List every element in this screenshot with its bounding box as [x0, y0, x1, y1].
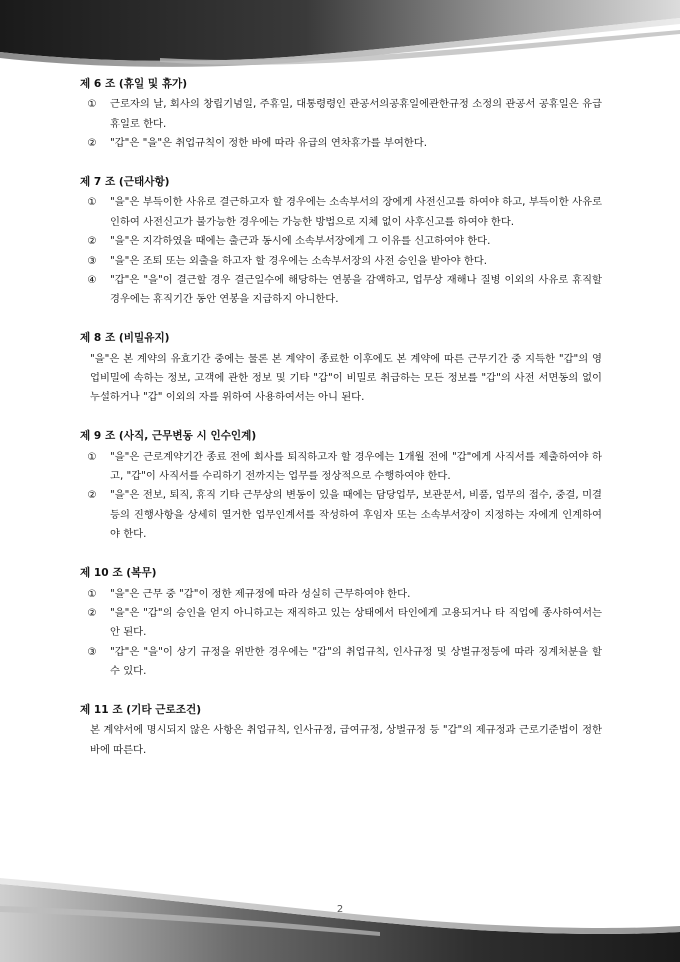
article-7: [80, 173, 602, 310]
item-number: ①: [87, 450, 97, 463]
item-number: ①: [87, 98, 97, 111]
item-number: ④: [87, 274, 97, 287]
item-text: "갑"은 "을"은 취업규칙이 정한 바에 따라 유급의 연차휴가를 부여한다.: [110, 137, 427, 150]
item-text: "을"은 지각하였을 때에는 출근과 동시에 소속부서장에게 그 이유를 신고하여야 한다.: [110, 235, 491, 248]
item-text: "을"은 근로계약기간 종료 전에 회사를 퇴직하고자 할 경우에는 1개월 전에 "갑"에게 사직서를 제출하여야 하고, "갑"이 사직서를 수리하기 전까지는 업무를 정상적으로 수행하여야 한다.: [110, 450, 602, 483]
article-11: [80, 701, 602, 760]
article-title: 제 6 조 (휴일 및 휴가): [80, 78, 188, 90]
item-text: "을"은 조퇴 또는 외출을 하고자 할 경우에는 소속부서장의 사전 승인을 받아야 한다.: [110, 254, 487, 267]
item-number: ①: [87, 196, 97, 209]
list-item: [80, 95, 602, 134]
list-item: [80, 604, 602, 643]
item-number: ②: [87, 137, 97, 150]
article-title: 제 11 조 (기타 근로조건): [80, 703, 202, 716]
list-item: [80, 448, 602, 487]
item-number: ③: [87, 254, 97, 267]
header-swoosh-decoration: [0, 0, 680, 80]
item-text: "을"은 부득이한 사유로 결근하고자 할 경우에는 소속부서의 장에게 사전신고를 하여야 하고, 부득이한 사유로 인하여 사전신고가 불가능한 경우에는 가능한 방법으로 지체 없이 사후신고를 하여야 한다.: [110, 196, 602, 228]
list-item: [80, 134, 602, 153]
list-item: [80, 271, 602, 310]
page-number: 2: [336, 904, 344, 915]
article-title: 제 7 조 (근태사항): [80, 176, 170, 189]
article-8: [80, 329, 602, 408]
footer-swoosh-decoration: [0, 876, 680, 962]
list-item: [80, 252, 602, 271]
item-number: ③: [87, 645, 97, 658]
item-number: ②: [87, 235, 97, 248]
item-text: "을"은 근무 중 "갑"이 정한 제규정에 따라 성실히 근무하여야 한다.: [110, 587, 411, 600]
article-paragraph: "을"은 본 계약의 유효기간 중에는 물론 본 계약이 종료한 이후에도 본 계약에 따른 근무기간 중 지득한 "갑"의 영업비밀에 속하는 정보, 고객에 관한 정보 및 기타 "갑"이 비밀로 취급하는 모든 정보를 "갑"의 사전 서면동의 없이 누설하거나 "갑" 이외의 자를 위하여 사용하여서는 아니 된다.: [90, 352, 602, 404]
item-text: "을"은 "갑"의 승인을 얻지 아니하고는 재직하고 있는 상태에서 타인에게 고용되거나 타 직업에 종사하여서는 안 된다.: [110, 606, 602, 639]
article-title: 제 10 조 (복무): [80, 567, 157, 580]
article-10: [80, 564, 602, 681]
article-title: 제 9 조 (사직, 근무변동 시 인수인계): [80, 430, 257, 443]
article-9: [80, 427, 602, 544]
item-text: "갑"은 "을"이 결근할 경우 결근일수에 해당하는 연봉을 감액하고, 업무상 재해나 질병 이외의 사유로 휴직할 경우에는 휴직기간 동안 연봉을 지급하지 아니한다.: [110, 274, 602, 306]
list-item: [80, 585, 602, 604]
item-number: ②: [87, 489, 97, 502]
article-paragraph: 본 계약서에 명시되지 않은 사항은 취업규칙, 인사규정, 급여규정, 상벌규정 등 "갑"의 제규정과 근로기준법이 정한 바에 따른다.: [90, 724, 602, 756]
item-number: ①: [87, 587, 97, 600]
article-6: [80, 75, 602, 154]
list-item: [80, 193, 602, 232]
article-title: 제 8 조 (비밀유지): [80, 332, 170, 345]
item-text: "을"은 전보, 퇴직, 휴직 기타 근무상의 변동이 있을 때에는 담당업무, 보관문서, 비품, 업무의 접수, 중결, 미결 등의 진행사항을 상세히 열거한 업무인계서를 작성하여 후임자 또는 소속부서장이 지정하는 자에게 인계하여야 한다.: [110, 489, 602, 541]
list-item: [80, 486, 602, 544]
item-text: "갑"은 "을"이 상기 규정을 위반한 경우에는 "갑"의 취업규칙, 인사규정 및 상벌규정등에 따라 징계처분을 할 수 있다.: [110, 645, 602, 678]
list-item: [80, 643, 602, 682]
document-body: [80, 75, 602, 780]
item-text: 근로자의 날, 회사의 창립기념일, 주휴일, 대통령령인 관공서의공휴일에관한규정 소정의 관공서 공휴일은 유급휴일로 한다.: [110, 98, 602, 130]
list-item: [80, 232, 602, 251]
item-number: ②: [87, 606, 97, 619]
